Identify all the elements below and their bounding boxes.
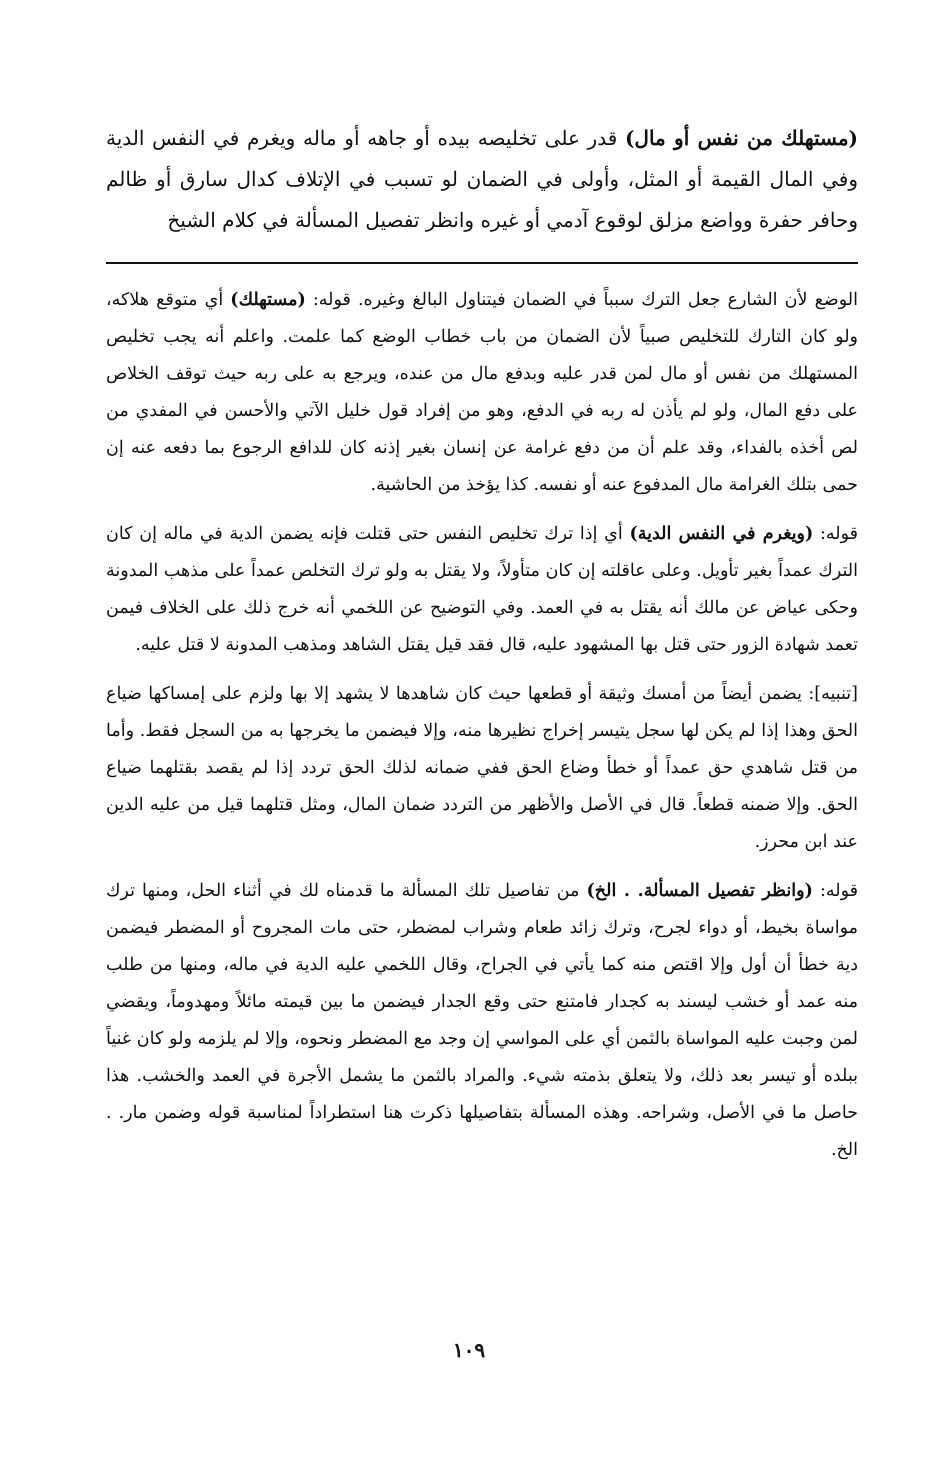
- main-text-block: [106, 118, 858, 241]
- footnote-divider: [106, 262, 858, 264]
- note-4-text-end: من تفاصيل تلك المسألة ما قدمناه لك في أثناء الحل، ومنها ترك مواساة بخيط، أو دواء لجرح، وترك زائد طعام وشراب لمضطر، حتى مات المجروح أو المضطر فيضمن دية خطأ أن أول وإلا اقتص منه كما يأتي في الجراح، وقال اللخمي عليه الدية في ماله، ومنها من طلب منه عمد أو خشب ليسند به كجدار فامتنع حتى وقع الجدار فيضمن ما بين قيمته مائلاً ومهدوماً، ويقضي لمن وجبت عليه المواساة بالثمن أي على المواسي إن وجد مع المضطر ونحوه، وإلا لم يلزمه ولو كان غنياً ببلده أو تيسر بعد ذلك، ولا يتعلق بذمته شيء. والمراد بالثمن ما يشمل الأجرة في العمد والخشب. هذا حاصل ما في الأصل، وشراحه. وهذه المسألة بتفاصيلها ذكرت هنا استطراداً لمناسبة قوله وضمن مار. . الخ.: [106, 881, 858, 1160]
- note-4-text-start: قوله:: [812, 881, 858, 901]
- note-2-text-end: أي إذا ترك تخليص النفس حتى قتلت فإنه يضمن الدية في ماله إن كان الترك عمداً بغير تأويل. وعلى عاقلته إن كان متأولاً، ولا يقتل به ولو ترك التخلص عمداً على مذهب المدونة وحكى عياض عن مالك أنه يقتل به في العمد. وفي التوضيح عن اللخمي أنه خرج ذلك على الخلاف فيمن تعمد شهادة الزور حتى قتل بها المشهود عليه، قال فقد قيل يقتل الشاهد ومذهب المدونة لا قتل عليه.: [106, 524, 858, 655]
- note-1-text-end: أي متوقع هلاكه، ولو كان التارك للتخليص صبياً لأن الضمان من باب خطاب الوضع كما علمت. واعلم أنه يجب تخليص المستهلك من نفس أو مال لمن قدر عليه وبدفع مال من عنده، ويرجع به على ربه حيث توقف الخلاص على دفع المال، ولو لم يأذن له ربه في الدفع، وهو من إفراد قول خليل الآتي والأحسن في المفدي من لص أخذه بالفداء، وقد علم أن من دفع غرامة عن إنسان بغير إذنه كان للدافع الرجوع بما دفعه عنه إن حمى بتلك الغرامة مال المدفوع عنه أو نفسه. كذا يؤخذ من الحاشية.: [106, 290, 858, 495]
- note-paragraph-4: [106, 873, 858, 1169]
- main-text-bold-opening: (مستهلك من نفس أو مال): [624, 126, 859, 150]
- page-number: ١٠٩: [452, 1338, 486, 1362]
- note-1-bold: (مستهلك): [230, 290, 306, 310]
- note-3-text: [تنبيه]: يضمن أيضاً من أمسك وثيقة أو قطعها حيث كان شاهدها لا يشهد إلا بها ولزم على إمساكها ضياع الحق وهذا إذا لم يكن لها سجل يتيسر إخراج نظيرها منه، وإلا فيضمن ما يخرجها به من السجل فقط. وأما من قتل شاهدي حق عمداً أو خطأ وضاع الحق ففي ضمانه لذلك الحق تردد إذا لم يقصد بقتلهما ضياع الحق. وإلا ضمنه قطعاً. قال في الأصل والأظهر من التردد ضمان المال، ومثل قتلهما قيل من عليه الدين عند ابن محرز.: [106, 684, 858, 852]
- page-body: [106, 118, 858, 1181]
- main-text-body: قدر على تخليصه بيده أو جاهه أو ماله ويغرم في النفس الدية وفي المال القيمة أو المثل، وأولى في الضمان لو تسبب في الإتلاف كدال سارق أو ظالم وحافر حفرة وواضع مزلق لوقوع آدمي أو غيره وانظر تفصيل المسألة في كلام الشيخ: [106, 126, 858, 232]
- note-4-bold: (وانظر تفصيل المسألة. . الخ): [586, 881, 813, 901]
- note-paragraph-2: [106, 516, 858, 664]
- note-2-bold: (ويغرم في النفس الدية): [629, 524, 814, 544]
- note-1-text-start: الوضع لأن الشارع جعل الترك سبباً في الضمان فيتناول البالغ وغيره. قوله:: [305, 290, 859, 310]
- note-2-text-start: قوله:: [813, 524, 858, 544]
- note-paragraph-1: [106, 282, 858, 504]
- note-paragraph-3: [106, 676, 858, 861]
